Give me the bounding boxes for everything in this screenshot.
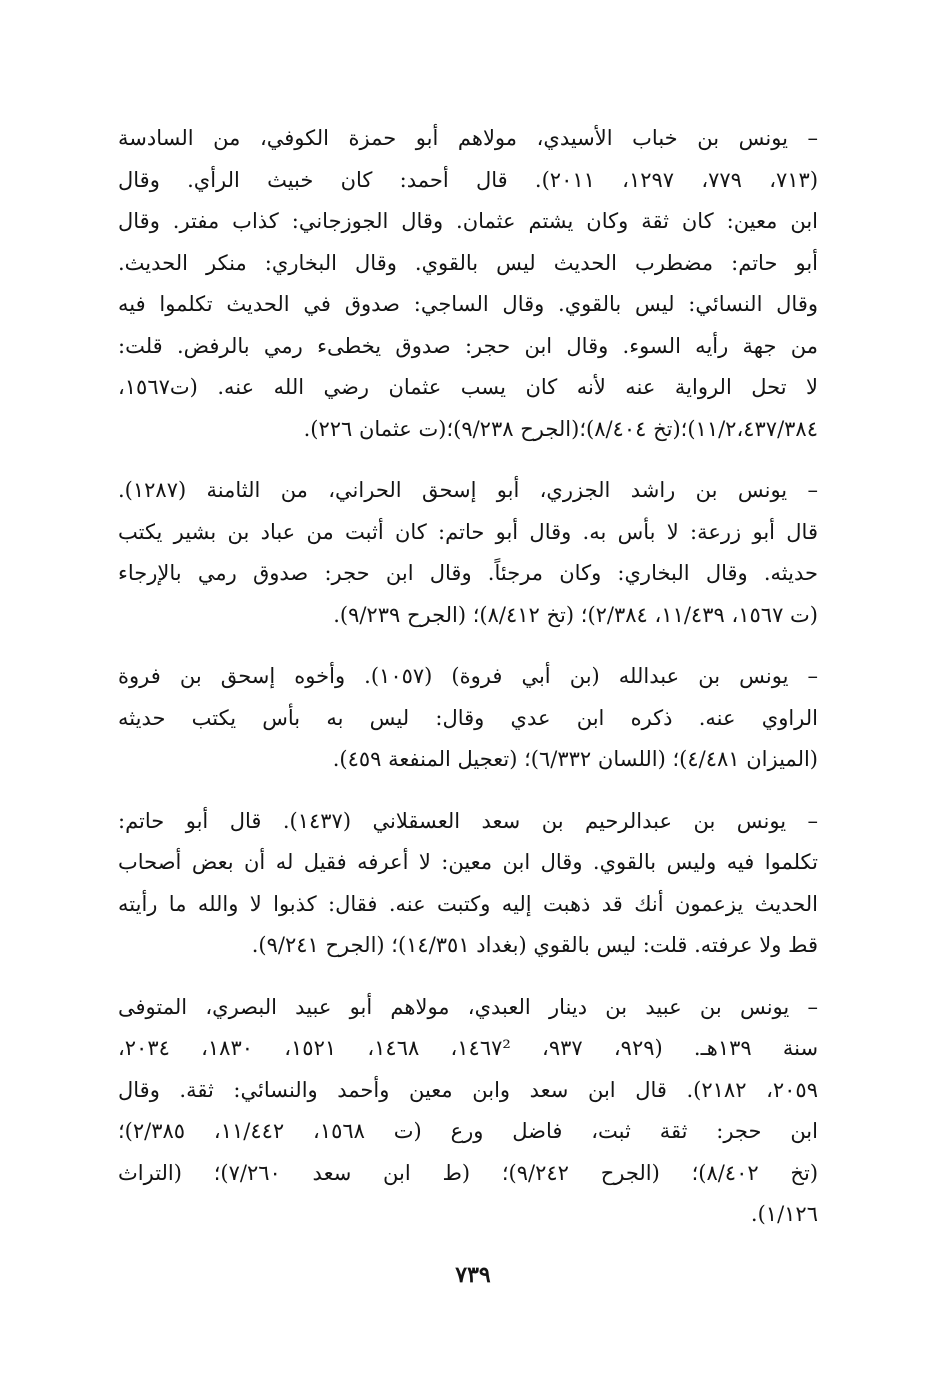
entry-line: ابن حجر: ثقة ثبت، فاضل ورع (ت ١٥٦٨، ١١/٤٤٢، ٢/٣٨٥)؛ bbox=[118, 1119, 818, 1143]
entry-line: (ت ١٥٦٧، ١١/٤٣٩، ٢/٣٨٤)؛ (تخ ٨/٤١٢)؛ (الجرح ٩/٢٣٩). bbox=[333, 602, 818, 627]
entry-line: – يونس بن عبيد بن دينار العبدي، مولاهم أبو عبيد البصري، المتوفى bbox=[118, 994, 818, 1019]
entry-line: ١١/٢،٤٣٧/٣٨٤)؛(تخ ٨/٤٠٤)؛(الجرح ٩/٢٣٨)؛(ت عثمان ٢٢٦). bbox=[303, 416, 818, 441]
entry-yunus-ibn-ubayd bbox=[118, 987, 818, 1236]
entry-line: لا تحل الرواية عنه لأنه كان يسب عثمان رضي الله عنه. (ت١٥٦٧، bbox=[118, 375, 818, 399]
page-number: ٧٣٩ bbox=[455, 1262, 491, 1288]
entries-list bbox=[118, 118, 818, 1256]
entry-line: قال أبو زرعة: لا بأس به. وقال أبو حاتم: كان أثبت من عباد بن بشير يكتب bbox=[118, 519, 818, 544]
entry-line: الحديث يزعمون أنك قد ذهبت إليه وكتبت عنه. فقال: كذبوا لا والله ما رأيته bbox=[118, 891, 818, 916]
entry-yunus-ibn-rashid bbox=[118, 470, 818, 636]
entry-line: ابن معين: كان ثقة وكان يشتم عثمان. وقال الجوزجاني: كذاب مفتر. وقال bbox=[118, 209, 818, 233]
entry-line: – يونس بن عبدالله (بن أبي فروة) (١٠٥٧). وأخوه إسحق بن فروة bbox=[118, 664, 818, 688]
entry-line: وقال النسائي: ليس بالقوي. وقال الساجي: صدوق في الحديث تكلموا فيه bbox=[118, 292, 818, 316]
entry-line: قط ولا عرفته. قلت: ليس بالقوي (بغداد ١٤/٣٥١)؛ (الجرح ٩/٢٤١). bbox=[251, 933, 818, 957]
entry-line: – يونس بن خباب الأسيدي، مولاهم أبو حمزة الكوفي، من السادسة bbox=[118, 126, 818, 150]
entry-line: – يونس بن عبدالرحيم بن سعد العسقلاني (١٤٣٧). قال أبو حاتم: bbox=[118, 808, 818, 833]
entry-line: – يونس بن راشد الجزري، أبو إسحق الحراني، من الثامنة (١٢٨٧). bbox=[118, 478, 818, 502]
entry-yunus-ibn-abdullah bbox=[118, 656, 818, 781]
entry-yunus-ibn-khabbab bbox=[118, 118, 818, 450]
entry-line: (الميزان ٤/٤٨١)؛ (اللسان ٦/٣٣٢)؛ (تعجيل المنفعة ٤٥٩). bbox=[332, 747, 818, 771]
entry-line: الراوي عنه. ذكره ابن عدي وقال: ليس به بأس يكتب حديثه bbox=[118, 705, 818, 730]
entry-line: أبو حاتم: مضطرب الحديث ليس بالقوي. وقال البخاري: منكر الحديث. bbox=[118, 250, 818, 275]
entry-line: سنة ١٣٩هـ. (٩٢٩، ٩٣٧، ١٤٦٧²، ١٤٦٨، ١٥٢١، ١٨٣٠، ٢٠٣٤، bbox=[118, 1036, 818, 1060]
entry-yunus-ibn-abdulrahim bbox=[118, 801, 818, 967]
entry-line: تكلموا فيه وليس بالقوي. وقال ابن معين: لا أعرفه فقيل له أن بعض أصحاب bbox=[118, 850, 818, 874]
entry-line: ١/١٢٦). bbox=[750, 1202, 818, 1226]
entry-line: ٢٠٥٩، ٢١٨٢). قال ابن سعد وابن معين وأحمد والنسائي: ثقة. وقال bbox=[118, 1077, 818, 1102]
entry-line: حديثه. وقال البخاري: وكان مرجئاً. وقال ابن حجر: صدوق رمي بالإرجاء bbox=[118, 561, 818, 585]
entry-line: من جهة رأيه السوء. وقال ابن حجر: صدوق يخطىء رمي بالرفض. قلت: bbox=[118, 333, 818, 358]
entry-line: (تخ ٨/٤٠٢)؛ (الجرح ٩/٢٤٢)؛ (ط ابن سعد ٧/٢٦٠)؛ (التراث bbox=[118, 1160, 818, 1185]
entry-line: (٧١٣، ٧٧٩، ١٢٩٧، ٢٠١١). قال أحمد: كان خبيث الرأي. وقال bbox=[118, 167, 818, 192]
